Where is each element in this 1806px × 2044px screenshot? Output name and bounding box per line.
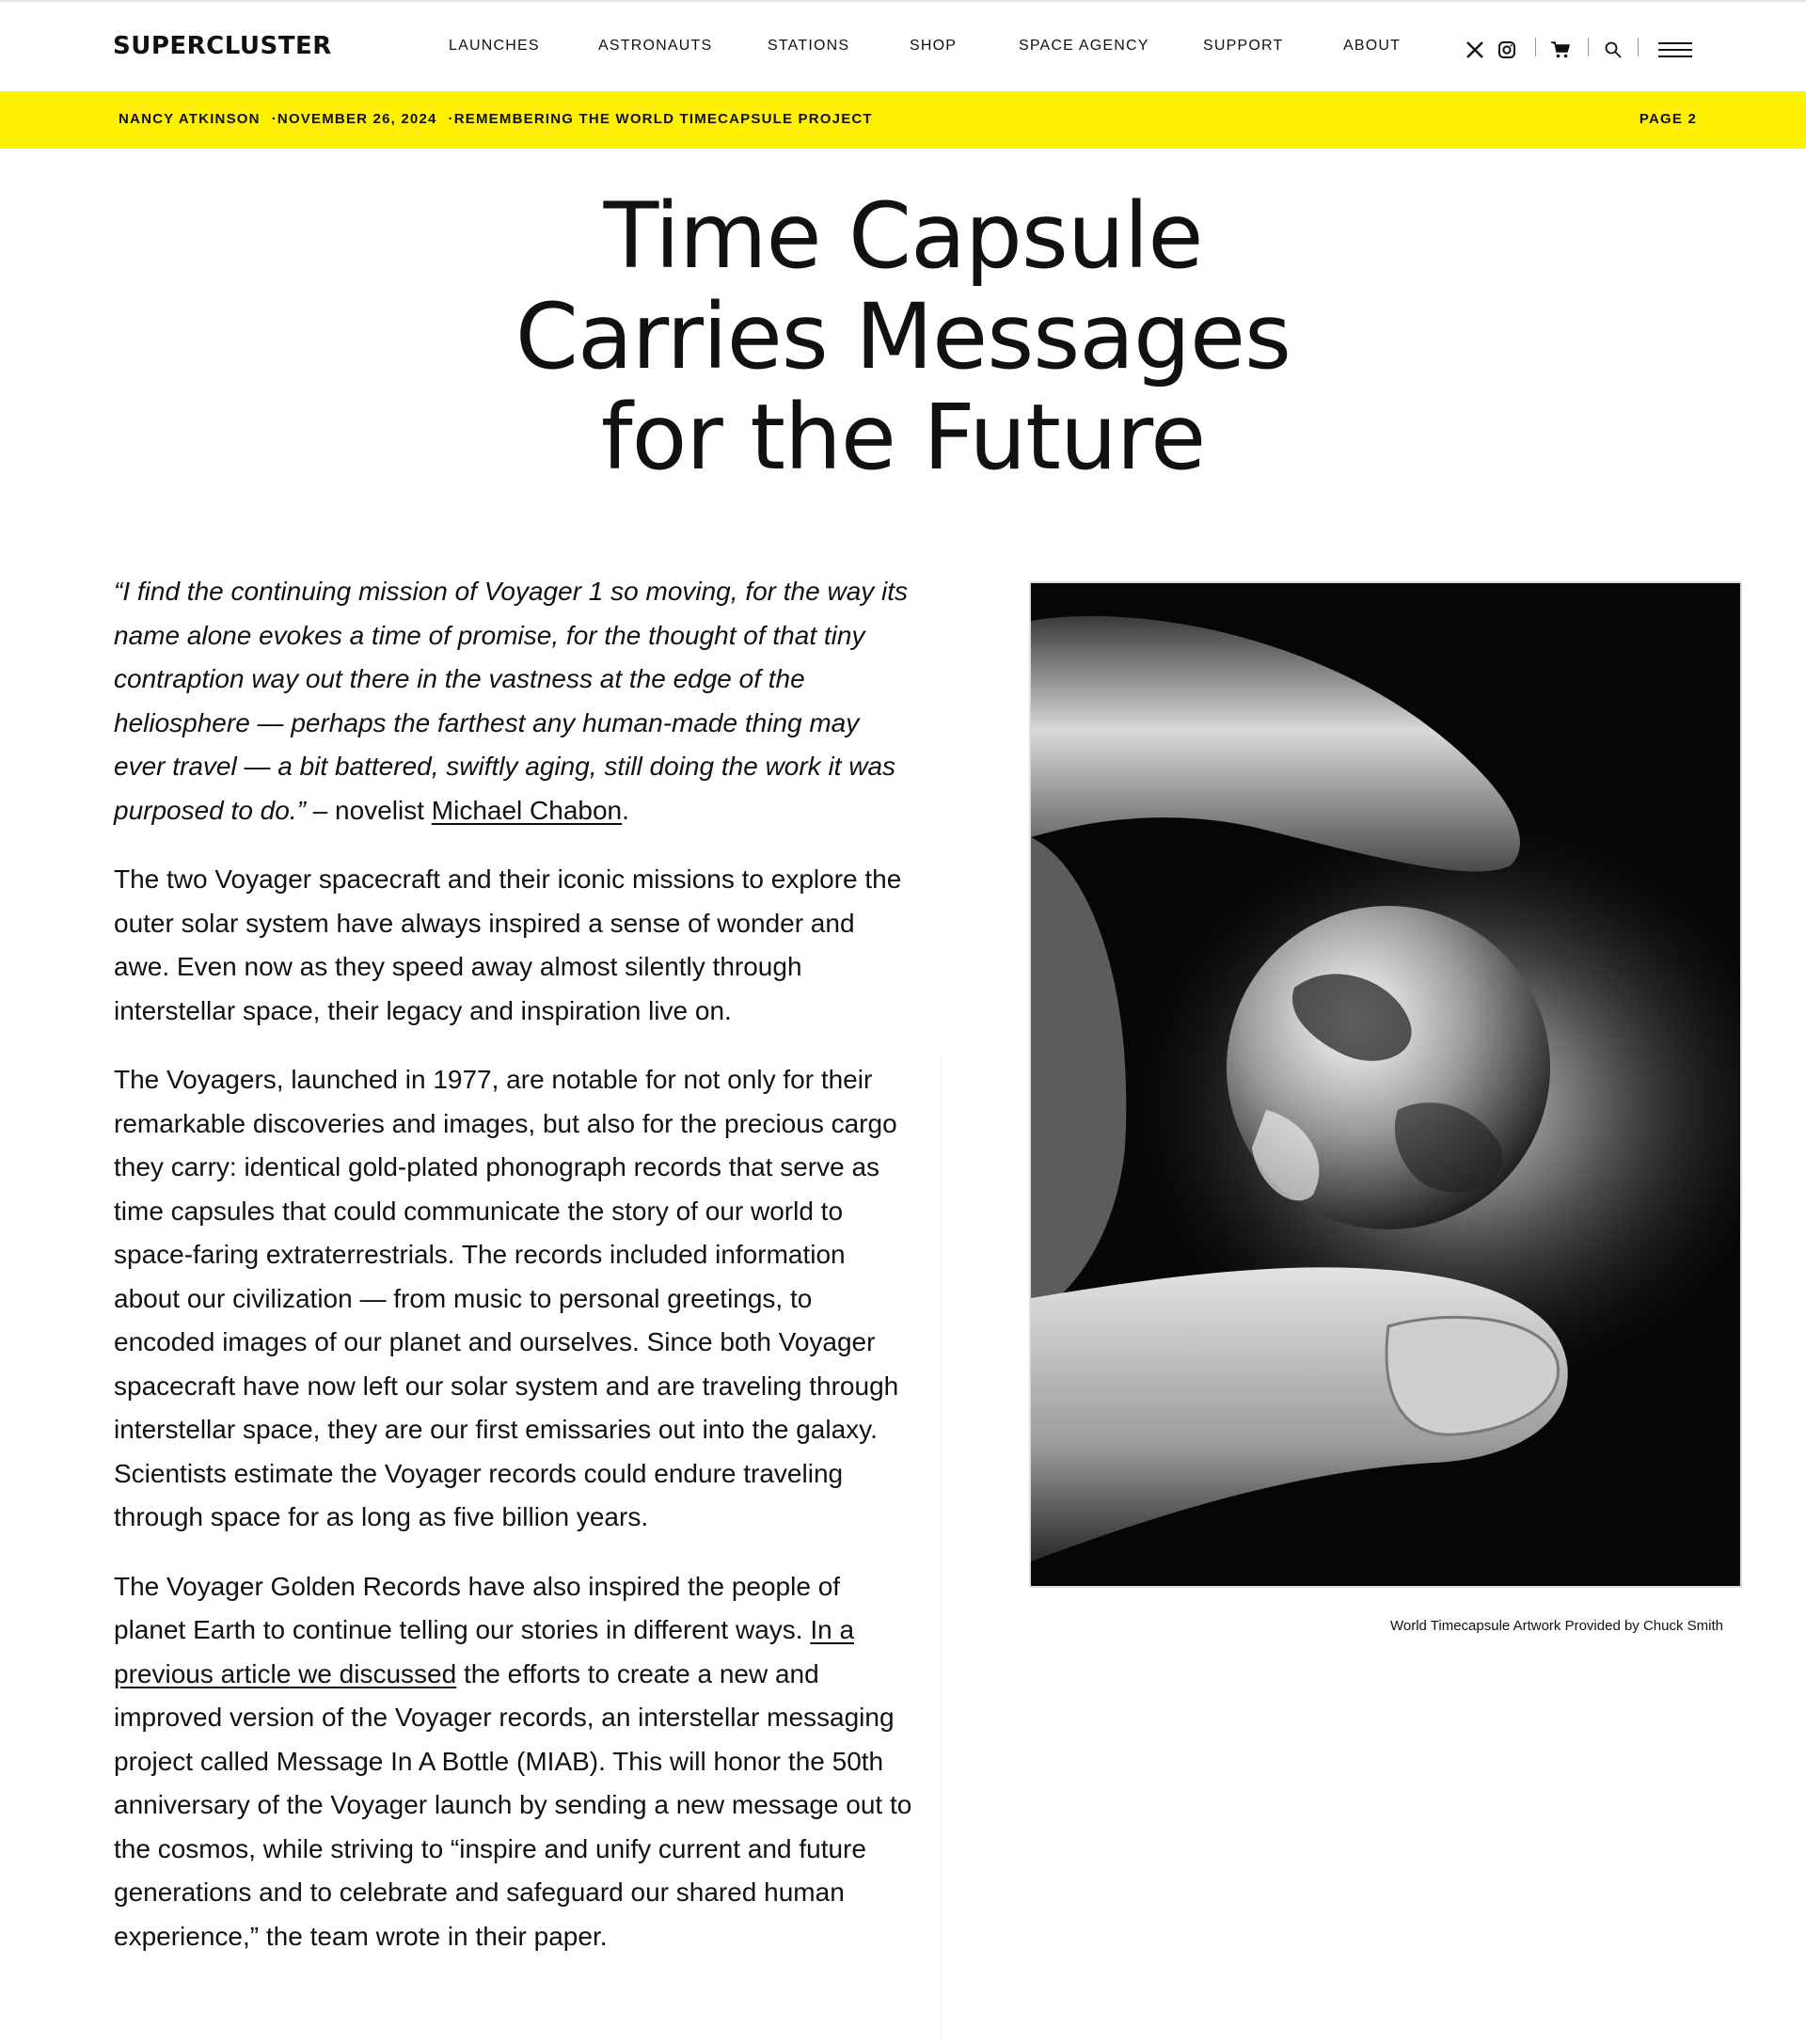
nav-divider bbox=[1638, 38, 1639, 56]
article-meta-bar bbox=[0, 91, 1806, 149]
title-line: Carries Messages bbox=[515, 284, 1291, 389]
opening-quote bbox=[114, 570, 913, 832]
nav-space-agency[interactable]: SPACE AGENCY bbox=[1019, 38, 1149, 54]
article-meta bbox=[119, 111, 873, 127]
title-line: Time Capsule bbox=[603, 183, 1203, 289]
menu-icon[interactable] bbox=[1658, 38, 1692, 62]
cart-icon[interactable] bbox=[1549, 38, 1572, 62]
quote-attribution: – novelist bbox=[305, 795, 432, 825]
previous-article-link[interactable]: In a previous article we discussed bbox=[114, 1615, 855, 1688]
figure-caption: World Timecapsule Artwork Provided by Chuck Smith bbox=[1389, 1618, 1723, 1634]
timecapsule-artwork bbox=[1029, 581, 1742, 1588]
meta-separator: · bbox=[448, 111, 454, 127]
hand-holding-earth-image bbox=[1031, 583, 1742, 1588]
nav-divider bbox=[1535, 38, 1536, 56]
paragraph-2: The Voyagers, launched in 1977, are notable for not only for their remarkable discoveries and images, but also for the precious cargo they carry: identical gold-plated phonograph records that serve as time capsules that could communicate the story of our world to space-faring extraterrestrials. The records included information about our civilization — from music to personal greetings, to encoded images of our planet and ourselves. Since both Voyager spacecraft have now left our solar system and are traveling through interstellar space, they are our first emissaries out into the galaxy. Scientists estimate the Voyager records could endure traveling through space for as long as five billion years. bbox=[114, 1065, 899, 1531]
paragraph-3-text: the efforts to create a new and improved version of the Voyager records, an interstellar messaging project called Message In A Bottle (MIAB). This will honor the 50th anniversary of the Voyager launch by sending a new message out to the cosmos, while striving to “inspire and unify current and future generations and to celebrate and safeguard our shared human experience,” the team wrote in their paper. bbox=[114, 1658, 912, 1951]
nav-shop[interactable]: SHOP bbox=[910, 38, 958, 54]
nav-support[interactable]: SUPPORT bbox=[1203, 38, 1284, 54]
article-body bbox=[114, 570, 913, 1984]
paragraph-3 bbox=[114, 1565, 913, 1959]
quote-end: . bbox=[622, 795, 629, 825]
search-icon[interactable] bbox=[1602, 38, 1624, 62]
paragraph-1: The two Voyager spacecraft and their iconic missions to explore the outer solar system have always inspired a sense of wonder and awe. Even now as they speed away almost silently through interstellar space, their legacy and inspiration live on. bbox=[114, 864, 902, 1025]
top-navigation bbox=[0, 0, 1806, 91]
nav-launches[interactable]: LAUNCHES bbox=[449, 38, 540, 54]
series-link[interactable]: REMEMBERING THE WORLD TIMECAPSULE PROJECT bbox=[453, 111, 873, 127]
title-line: for the Future bbox=[600, 385, 1206, 490]
column-divider bbox=[941, 1054, 942, 2041]
paragraph-3-text: The Voyager Golden Records have also inspired the people of planet Earth to continue telling our stories in different ways. bbox=[114, 1571, 841, 1644]
michael-chabon-link[interactable]: Michael Chabon bbox=[431, 795, 623, 825]
nav-astronauts[interactable]: ASTRONAUTS bbox=[598, 38, 713, 54]
page-indicator: PAGE 2 bbox=[1639, 111, 1697, 127]
article-title bbox=[433, 183, 1373, 490]
nav-stations[interactable]: STATIONS bbox=[768, 38, 850, 54]
meta-separator: · bbox=[271, 111, 277, 127]
author-link[interactable]: NANCY ATKINSON bbox=[119, 111, 261, 127]
nav-about[interactable]: ABOUT bbox=[1343, 38, 1402, 54]
x-icon[interactable] bbox=[1464, 38, 1486, 62]
quote-text: “I find the continuing mission of Voyager 1 so moving, for the way its name alone evokes a time of promise, for the thought of that tiny contraption way out there in the vastness at the edge of the heliosphere — perhaps the farthest any human-made thing may ever travel — a bit battered, swiftly aging, still doing the work it was purposed to do.” bbox=[114, 577, 909, 825]
site-logo[interactable]: SUPERCLUSTER bbox=[113, 32, 332, 60]
nav-divider bbox=[1588, 38, 1589, 56]
instagram-icon[interactable] bbox=[1496, 38, 1518, 62]
publish-date: NOVEMBER 26, 2024 bbox=[277, 111, 437, 127]
